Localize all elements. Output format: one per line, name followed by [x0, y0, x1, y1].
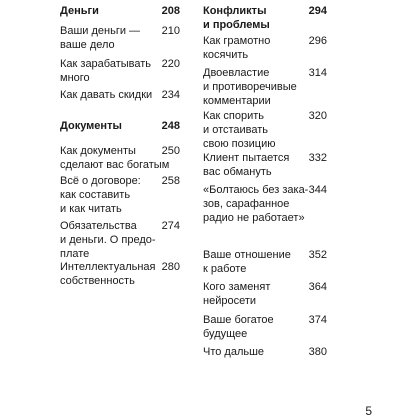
toc-entry-title: Клиент пытается вас обмануть [203, 152, 290, 178]
toc-entry-page: 234 [161, 89, 180, 101]
toc-entry-page: 344 [308, 184, 327, 196]
toc-entry-title: Интеллектуальная собственность [60, 261, 156, 287]
toc-entry-title: Документы [60, 120, 122, 132]
toc-entry-title: Как зарабатывать много [60, 58, 152, 84]
toc-entry-title: Всё о договоре: как составить и как читать [60, 175, 141, 215]
toc-entry-page: 280 [161, 261, 180, 273]
toc-entry-page: 374 [308, 314, 327, 326]
toc-entry-title: Как спорить и отстаивать свою позицию [203, 110, 276, 150]
toc-entry-title: Деньги [60, 5, 99, 17]
toc-entry-page: 294 [308, 5, 327, 17]
toc-entry-title: Обязательства и деньги. О предо- плате [60, 220, 156, 260]
toc-entry-title: Ваше отношение к работе [203, 249, 291, 275]
toc-entry-title: Конфликты и проблемы [203, 5, 270, 31]
toc-entry-page: 274 [161, 220, 180, 232]
toc-entry-page: 258 [161, 175, 180, 187]
toc-entry-page: 208 [161, 5, 180, 17]
toc-entry-page: 320 [308, 110, 327, 122]
toc-entry-title: Двоевластие и противоречивые комментарии [203, 67, 297, 107]
toc-entry-title: Ваши деньги — ваше дело [60, 25, 141, 51]
toc-entry-title: Кого заменят нейросети [203, 281, 271, 307]
toc-entry-page: 210 [161, 25, 180, 37]
toc-entry-title: Как документы сделают вас богатым [60, 145, 170, 171]
toc-entry-page: 248 [161, 120, 180, 132]
toc-entry-page: 364 [308, 281, 327, 293]
toc-entry-page: 380 [308, 346, 327, 358]
toc-entry-title: Что дальше [203, 346, 265, 358]
page-number: 5 [365, 404, 372, 418]
toc-entry-page: 314 [308, 67, 327, 79]
toc-entry-page: 250 [161, 145, 180, 157]
toc-entry-title: Ваше богатое будущее [203, 314, 274, 340]
toc-entry-title: Как грамотно косячить [203, 35, 271, 61]
toc-entry-page: 352 [308, 249, 327, 261]
toc-entry-page: 220 [161, 58, 180, 70]
toc-entry-page: 332 [308, 152, 327, 164]
toc-entry-title: Как давать скидки [60, 89, 153, 101]
toc-entry-page: 296 [308, 35, 327, 47]
toc-entry-title: «Болтаюсь без зака- зов, сарафанное радио не работает» [203, 184, 309, 224]
